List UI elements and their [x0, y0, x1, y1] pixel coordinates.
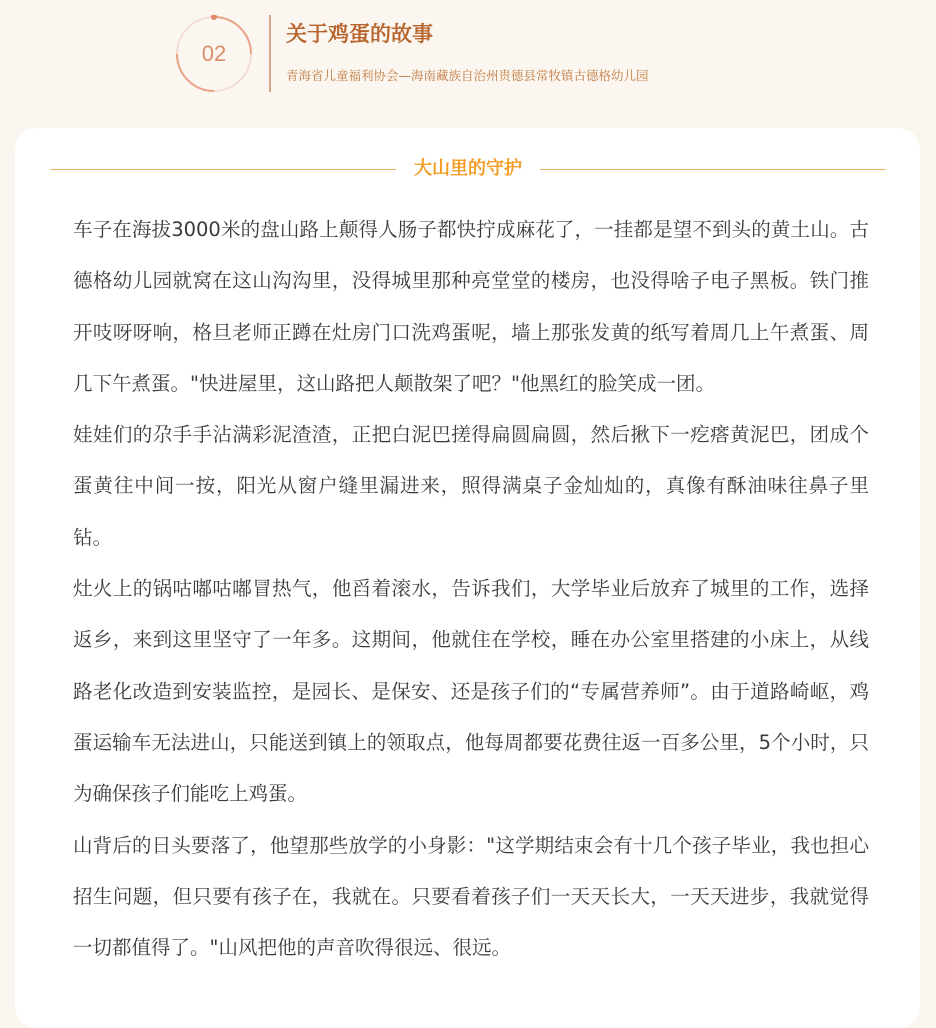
- heading-line-right: [540, 169, 886, 170]
- paragraph: 车子在海拔3000米的盘山路上颠得人肠子都快拧成麻花了，一挂都是望不到头的黄土山。古德格幼儿园就窝在这山沟沟里，没得城里那种亮堂堂的楼房，也没得啥子电子黑板。铁门推开吱呀呀响，格旦老师正蹲在灶房门口洗鸡蛋呢，墙上那张发黄的纸写着周几上午煮蛋、周几下午煮蛋。"快进屋里，这山路把人颠散架了吧？"他黑红的脸笑成一团。: [73, 218, 869, 395]
- content-card: [15, 128, 920, 1028]
- page-subtitle: 青海省儿童福利协会—海南藏族自治州贵德县常牧镇古德格幼儿园: [286, 68, 649, 83]
- article-body: [73, 204, 869, 973]
- section-title: 大山里的守护: [414, 158, 522, 179]
- section-number: 02: [201, 41, 227, 66]
- section-heading: [50, 155, 886, 185]
- paragraph: 灶火上的锅咕嘟咕嘟冒热气，他舀着滚水，告诉我们，大学毕业后放弃了城里的工作，选择返乡，来到这里坚守了一年多。这期间，他就住在学校，睡在办公室里搭建的小床上，从线路老化改造到安装监控，是园长、是保安、还是孩子们的“专属营养师”。由于道路崎岖，鸡蛋运输车无法进山，只能送到镇上的领取点，他每周都要花费往返一百多公里，5个小时，只为确保孩子们能吃上鸡蛋。: [73, 577, 869, 806]
- paragraph: 山背后的日头要落了，他望那些放学的小身影："这学期结束会有十几个孩子毕业，我也担心招生问题，但只要有孩子在，我就在。只要看着孩子们一天天长大，一天天进步，我就觉得一切都值得了。"山风把他的声音吹得很远、很远。: [73, 833, 869, 960]
- page-title: 关于鸡蛋的故事: [286, 22, 433, 46]
- heading-line-left: [50, 169, 396, 170]
- article-header: [0, 0, 936, 130]
- section-number-badge: [175, 15, 253, 93]
- header-divider: [269, 15, 271, 92]
- paragraph: 娃娃们的尕手手沾满彩泥渣渣，正把白泥巴搓得扁圆扁圆，然后揪下一疙瘩黄泥巴，团成个蛋黄往中间一按，阳光从窗户缝里漏进来，照得满桌子金灿灿的，真像有酥油味往鼻子里钻。: [73, 423, 869, 549]
